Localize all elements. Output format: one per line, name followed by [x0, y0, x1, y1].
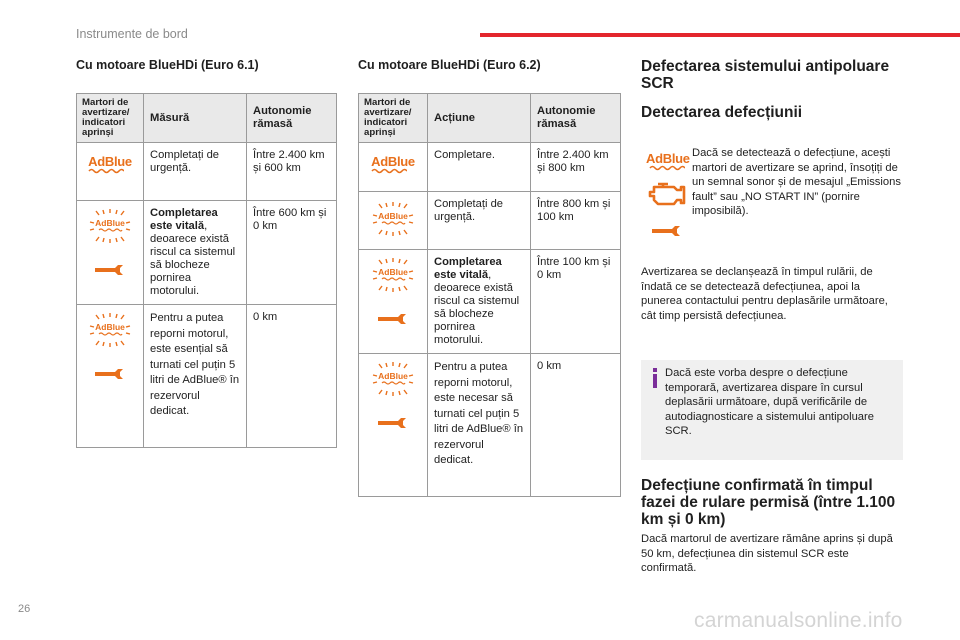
wrench-icon — [376, 416, 410, 434]
wrench-icon — [376, 312, 410, 330]
action-cell: Completare. — [428, 143, 531, 192]
action-cell: Completați de urgență. — [428, 192, 531, 250]
warning-icons-cell — [359, 354, 428, 497]
page-number: 26 — [18, 603, 31, 615]
info-box — [641, 360, 903, 460]
left-col-header-range: Autonomie rămasă — [247, 94, 337, 143]
range-cell: Între 100 km și 0 km — [531, 250, 621, 354]
adblue-flashing-icon — [371, 202, 415, 240]
action-cell: Completarea este vitală, deoarece există riscul ca sistemul să blocheze pornirea motorului. — [144, 201, 247, 305]
action-cell: Pentru a putea reporni motorul, este necesar să turnati cel puțin 5 litri de AdBlue® în rezervorul dedicat. — [428, 354, 531, 497]
range-cell: Între 600 km și 0 km — [247, 201, 337, 305]
warning-icons-cell — [359, 192, 428, 250]
adblue-icon: AdBlue — [88, 155, 132, 174]
range-cell: Între 800 km și 100 km — [531, 192, 621, 250]
table-row — [359, 354, 621, 497]
info-icon — [649, 368, 661, 388]
adblue-icon: AdBlue — [371, 155, 415, 174]
left-col-header-warnings: Martori de avertizare/ indicatori aprinși — [77, 94, 144, 143]
info-text: Dacă este vorba despre o defecțiune temporară, avertizarea dispare în cursul deplasării următoare, după verificările de autodiagnosticare a sistemului antipoluare SCR. — [665, 367, 874, 437]
range-cell: Între 2.400 km și 800 km — [531, 143, 621, 192]
scr-fault-title: Defectarea sistemului antipoluare SCR — [641, 58, 890, 92]
wrench-icon — [93, 263, 127, 281]
watermark: carmanualsonline.info — [694, 609, 903, 632]
mid-col-header-range: Autonomie rămasă — [531, 94, 621, 143]
confirmed-fault-paragraph: Dacă martorul de avertizare rămâne aprins și după 50 km, defecțiunea din sistemul SCR este confirmată. — [641, 533, 893, 574]
table-row — [77, 143, 337, 201]
svg-text:AdBlue: AdBlue — [95, 218, 125, 228]
confirmed-fault-title: Defecțiune confirmată în timpul fazei de rulare permisă (între 1.100 km și 0 km) — [641, 477, 896, 528]
mid-warning-table — [358, 93, 621, 497]
warning-icons-cell — [77, 305, 144, 448]
range-cell: 0 km — [247, 305, 337, 448]
range-cell: Între 2.400 km și 600 km — [247, 143, 337, 201]
engine-icon — [646, 181, 688, 212]
action-cell: Pentru a putea reporni motorul, este esențial să turnati cel puțin 5 litri de AdBlue® în rezervorul dedicat. — [144, 305, 247, 448]
wrench-icon — [646, 224, 688, 243]
warning-icons-cell — [359, 143, 428, 192]
warning-icons-cell — [359, 250, 428, 354]
adblue-icon: AdBlue — [646, 152, 688, 171]
svg-text:AdBlue: AdBlue — [378, 211, 408, 221]
header-accent-bar — [480, 33, 960, 37]
table-row — [77, 305, 337, 448]
table-row — [359, 192, 621, 250]
left-col-header-action: Măsură — [144, 94, 247, 143]
svg-text:AdBlue: AdBlue — [378, 267, 408, 277]
detect-icons — [646, 152, 688, 243]
left-warning-table — [76, 93, 337, 448]
action-cell: Completarea este vitală, deoarece există riscul ca sistemul să blocheze pornirea motorului. — [428, 250, 531, 354]
mid-section-heading: Cu motoare BlueHDi (Euro 6.2) — [358, 58, 541, 72]
range-cell: 0 km — [531, 354, 621, 497]
adblue-flashing-icon — [371, 258, 415, 296]
mid-col-header-warnings: Martori de avertizare/ indicatori aprinși — [359, 94, 428, 143]
wrench-icon — [93, 367, 127, 385]
table-row — [77, 201, 337, 305]
header-title: Instrumente de bord — [76, 27, 188, 41]
detect-text: Dacă se detectează o defecțiune, acești martori de avertizare se aprind, însoțiți de un semnal sonor și de mesajul „Emissions fault” sau „NO START IN” (pornire imposibilă). — [692, 147, 901, 217]
adblue-flashing-icon — [88, 313, 132, 351]
table-row — [359, 143, 621, 192]
fault-detection-title: Detectarea defecțiunii — [641, 104, 803, 121]
svg-text:AdBlue: AdBlue — [95, 322, 125, 332]
action-cell: Completați de urgență. — [144, 143, 247, 201]
svg-text:AdBlue: AdBlue — [378, 371, 408, 381]
left-section-heading: Cu motoare BlueHDi (Euro 6.1) — [76, 58, 259, 72]
warning-trigger-paragraph: Avertizarea se declanșează în timpul rulării, de îndată ce se detectează defecțiunea, apoi la punerea contactului pentru deplasările următoare, cât timp persistă defecțiunea. — [641, 266, 888, 322]
warning-icons-cell — [77, 143, 144, 201]
adblue-flashing-icon — [371, 362, 415, 400]
mid-col-header-action: Acțiune — [428, 94, 531, 143]
adblue-flashing-icon — [88, 209, 132, 247]
warning-icons-cell — [77, 201, 144, 305]
table-row — [359, 250, 621, 354]
